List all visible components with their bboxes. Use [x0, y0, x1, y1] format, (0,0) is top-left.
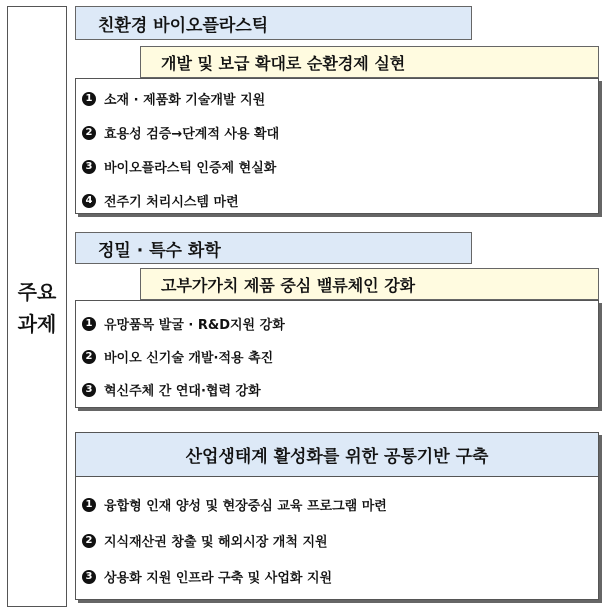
- section3-title: [76, 433, 598, 477]
- section2-title-text: 정밀 · 특수 화학: [98, 240, 221, 261]
- section2-title: [75, 232, 472, 264]
- list-item: [82, 531, 328, 550]
- number-1-icon: 1: [82, 317, 96, 331]
- list-item: [82, 191, 239, 210]
- section2-subtitle-text: 고부가가치 제품 중심 밸류체인 강화: [161, 275, 416, 295]
- list-item-text: 상용화 지원 인프라 구축 및 사업화 지원: [104, 571, 333, 586]
- list-item-text: 유망품목 발굴 · R&D지원 강화: [104, 318, 285, 333]
- list-item-text: 바이오 신기술 개발·적용 촉진: [104, 351, 274, 366]
- section2-subtitle: [140, 268, 599, 300]
- list-item: [82, 314, 285, 333]
- list-item: [82, 567, 332, 586]
- number-2-icon: 2: [82, 126, 96, 140]
- list-item: [82, 157, 276, 176]
- left-label-line1: 주요: [17, 280, 57, 304]
- list-item-text: 소재 · 제품화 기술개발 지원: [104, 93, 266, 108]
- list-item: [82, 89, 265, 108]
- list-item-text: 지식재산권 창출 및 해외시장 개척 지원: [104, 535, 328, 550]
- list-item: [82, 495, 387, 514]
- section3-box: [75, 432, 599, 600]
- number-4-icon: 4: [82, 194, 96, 208]
- list-item-text: 혁신주체 간 연대·협력 강화: [104, 384, 261, 399]
- section3-title-text: 산업생태계 활성화를 위한 공통기반 구축: [185, 447, 489, 467]
- left-column: [7, 6, 67, 607]
- section1-title: [75, 6, 472, 40]
- number-1-icon: 1: [82, 498, 96, 512]
- section1-list: [75, 78, 599, 214]
- list-item-text: 융합형 인재 양성 및 현장중심 교육 프로그램 마련: [104, 499, 387, 514]
- number-3-icon: 3: [82, 570, 96, 584]
- number-3-icon: 3: [82, 383, 96, 397]
- left-label-line2: 과제: [17, 312, 57, 336]
- number-2-icon: 2: [82, 350, 96, 364]
- section2-list: [75, 300, 599, 408]
- section1-title-text: 친환경 바이오플라스틱: [98, 15, 269, 36]
- section1-subtitle-text: 개발 및 보급 확대로 순환경제 실현: [161, 53, 406, 73]
- list-item-text: 전주기 처리시스템 마련: [104, 195, 239, 210]
- list-item: [82, 380, 261, 399]
- list-item-text: 효용성 검증→단계적 사용 확대: [104, 127, 280, 142]
- number-2-icon: 2: [82, 534, 96, 548]
- list-item: [82, 123, 279, 142]
- list-item-text: 바이오플라스틱 인증제 현실화: [104, 161, 277, 176]
- number-1-icon: 1: [82, 92, 96, 106]
- section1-subtitle: [140, 46, 599, 78]
- number-3-icon: 3: [82, 160, 96, 174]
- list-item: [82, 347, 273, 366]
